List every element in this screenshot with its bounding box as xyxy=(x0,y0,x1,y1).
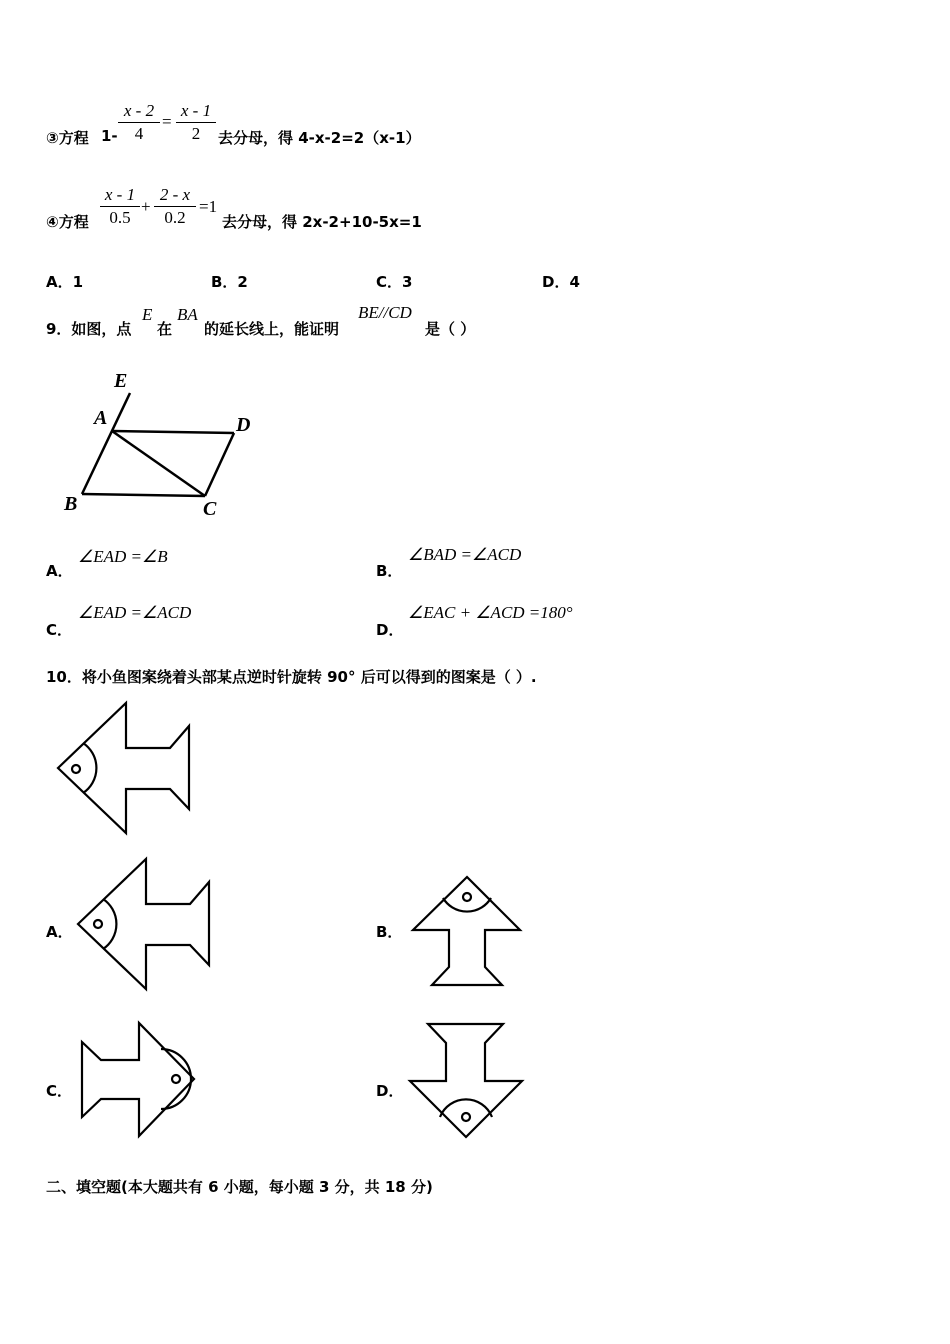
q9-option-d-expr: ∠EAC + ∠ACD =180° xyxy=(408,603,573,622)
q8-option-b: B．2 xyxy=(211,273,248,291)
q9-option-a-expr: ∠EAD =∠B xyxy=(78,547,168,566)
fish-option-d xyxy=(410,1024,522,1137)
q8-item3-frac-left-num: x - 2 xyxy=(123,101,155,120)
q8-option-c: C．3 xyxy=(376,273,413,291)
q8-item4-text: 去分母，得 2x-2+10-5x=1 xyxy=(222,213,422,231)
q9-option-c-label: C． xyxy=(46,621,73,639)
q9-option-c-expr: ∠EAD =∠ACD xyxy=(78,603,192,622)
q9-mid: 的延长线上，能证明 xyxy=(204,320,340,338)
q9-option-b-expr: ∠BAD =∠ACD xyxy=(408,545,522,564)
q8-item3-frac-left-den: 4 xyxy=(134,124,144,143)
q10-option-b-label: B． xyxy=(376,923,403,941)
fish-original xyxy=(58,703,189,833)
q9-end: 是（ ） xyxy=(425,320,476,338)
q9-var-ba: BA xyxy=(177,305,198,324)
q8-item4-equals-one: =1 xyxy=(199,197,218,216)
q8-item3-label: ③方程 xyxy=(46,129,89,147)
q10-text: 10．将小鱼图案绕着头部某点逆时针旋转 90° 后可以得到的图案是（ ）. xyxy=(46,668,537,686)
section2-heading: 二、填空题(本大题共有 6 小题，每小题 3 分，共 18 分) xyxy=(46,1178,433,1196)
q8-item3-frac-right-den: 2 xyxy=(191,124,201,143)
q8-item4-label: ④方程 xyxy=(46,213,89,231)
q10-option-c-label: C． xyxy=(46,1082,73,1100)
q8-item3-frac-right-num: x - 1 xyxy=(180,101,212,120)
fish-option-c xyxy=(82,1023,194,1136)
label-a: A xyxy=(94,407,108,429)
label-b: B xyxy=(64,493,78,515)
q8-item3-prefix: 1- xyxy=(101,127,118,145)
label-d: D xyxy=(236,414,251,436)
q8-item4-frac2-num: 2 - x xyxy=(159,185,191,204)
label-c: C xyxy=(203,498,217,520)
fish-option-b xyxy=(413,877,520,985)
q8-option-d: D．4 xyxy=(542,273,580,291)
q8-item4-frac1-den: 0.5 xyxy=(109,208,131,227)
q10-option-a-label: A． xyxy=(46,923,73,941)
q9-option-a-label: A． xyxy=(46,562,73,580)
label-e: E xyxy=(114,370,128,392)
q9-option-d-label: D． xyxy=(376,621,404,639)
q9-var-e: E xyxy=(142,305,153,324)
q8-item4-frac2-den: 0.2 xyxy=(164,208,186,227)
q9-option-b-label: B． xyxy=(376,562,403,580)
fish-option-a xyxy=(78,859,209,989)
q9-number: 9．如图，点 xyxy=(46,320,132,338)
q8-item4-plus: + xyxy=(141,197,151,216)
q8-option-a: A．1 xyxy=(46,273,84,291)
q9-cond: BE//CD xyxy=(358,303,412,322)
q8-item3-text: 去分母，得 4-x-2=2（x-1） xyxy=(218,129,421,147)
q9-in: 在 xyxy=(157,320,173,338)
q8-item4-frac1-num: x - 1 xyxy=(104,185,136,204)
q10-option-d-label: D． xyxy=(376,1082,404,1100)
q8-item3-equals: = xyxy=(162,112,172,131)
